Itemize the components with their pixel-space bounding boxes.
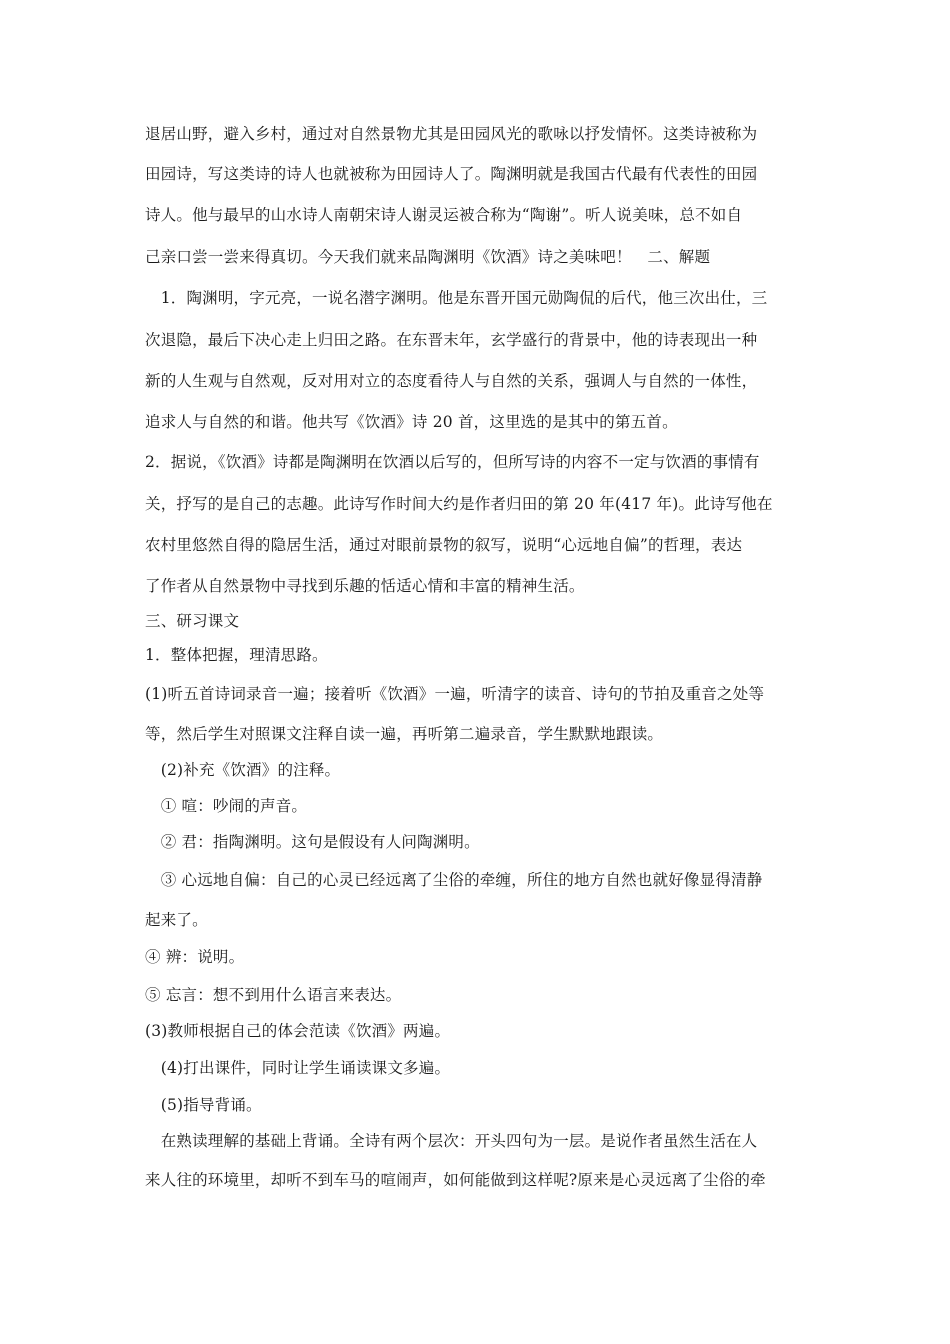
text-line: (5)指导背诵。 [145,1096,262,1114]
text-line: ① 喧：吵闹的声音。 [145,797,308,815]
text-line: 1．陶渊明，字元亮，一说名潜字渊明。他是东晋开国元勋陶侃的后代，他三次出仕，三 [145,289,768,307]
text-line: 新的人生观与自然观，反对用对立的态度看待人与自然的关系，强调人与自然的一体性， [145,372,758,390]
text-line: 来人往的环境里，却听不到车马的喧闹声，如何能做到这样呢?原来是心灵远离了尘俗的牵 [145,1171,766,1189]
text-line: 田园诗，写这类诗的诗人也就被称为田园诗人了。陶渊明就是我国古代最有代表性的田园 [145,165,758,183]
text-line: (4)打出课件，同时让学生诵读课文多遍。 [145,1059,451,1077]
text-line: 2．据说，《饮酒》诗都是陶渊明在饮酒以后写的，但所写诗的内容不一定与饮酒的事情有 [145,453,760,471]
text-line: ③ 心远地自偏：自己的心灵已经远离了尘俗的牵缠，所住的地方自然也就好像显得清静 [145,871,763,889]
text-line: 退居山野，避入乡村，通过对自然景物尤其是田园风光的歌咏以抒发情怀。这类诗被称为 [145,125,758,143]
text-line: (2)补充《饮酒》的注释。 [145,761,341,779]
text-line: 1．整体把握，理清思路。 [145,646,328,664]
text-line: 起来了。 [145,911,208,929]
section-heading: 三、研习课文 [145,612,240,630]
text-line: ④ 辨：说明。 [145,948,245,966]
text-line: ⑤ 忘言：想不到用什么语言来表达。 [145,986,402,1004]
text-line: 等，然后学生对照课文注释自读一遍，再听第二遍录音，学生默默地跟读。 [145,725,664,743]
text-line: 关，抒写的是自己的志趣。此诗写作时间大约是作者归田的第 20 年(417 年)。此诗写他在 [145,495,773,513]
text-line: (3)教师根据自己的体会范读《饮酒》两遍。 [145,1022,451,1040]
text-line: 次退隐，最后下决心走上归田之路。在东晋末年，玄学盛行的背景中，他的诗表现出一种 [145,331,758,349]
text-line: 在熟读理解的基础上背诵。全诗有两个层次：开头四句为一层。是说作者虽然生活在人 [145,1132,758,1150]
text-line: 了作者从自然景物中寻找到乐趣的恬适心情和丰富的精神生活。 [145,577,585,595]
text-line: 追求人与自然的和谐。他共写《饮酒》诗 20 首，这里选的是其中的第五首。 [145,413,678,431]
text-line: 己亲口尝一尝来得真切。今天我们就来品陶渊明《饮酒》诗之美味吧！ 二、解题 [145,248,711,266]
text-line: (1)听五首诗词录音一遍；接着听《饮酒》一遍，听清字的读音、诗句的节拍及重音之处等 [145,685,765,703]
text-line: 诗人。他与最早的山水诗人南朝宋诗人谢灵运被合称为“陶谢”。听人说美味，总不如自 [145,206,743,224]
text-line: 农村里悠然自得的隐居生活，通过对眼前景物的叙写，说明“心远地自偏”的哲理，表达 [145,536,743,554]
text-line: ② 君：指陶渊明。这句是假设有人问陶渊明。 [145,833,480,851]
